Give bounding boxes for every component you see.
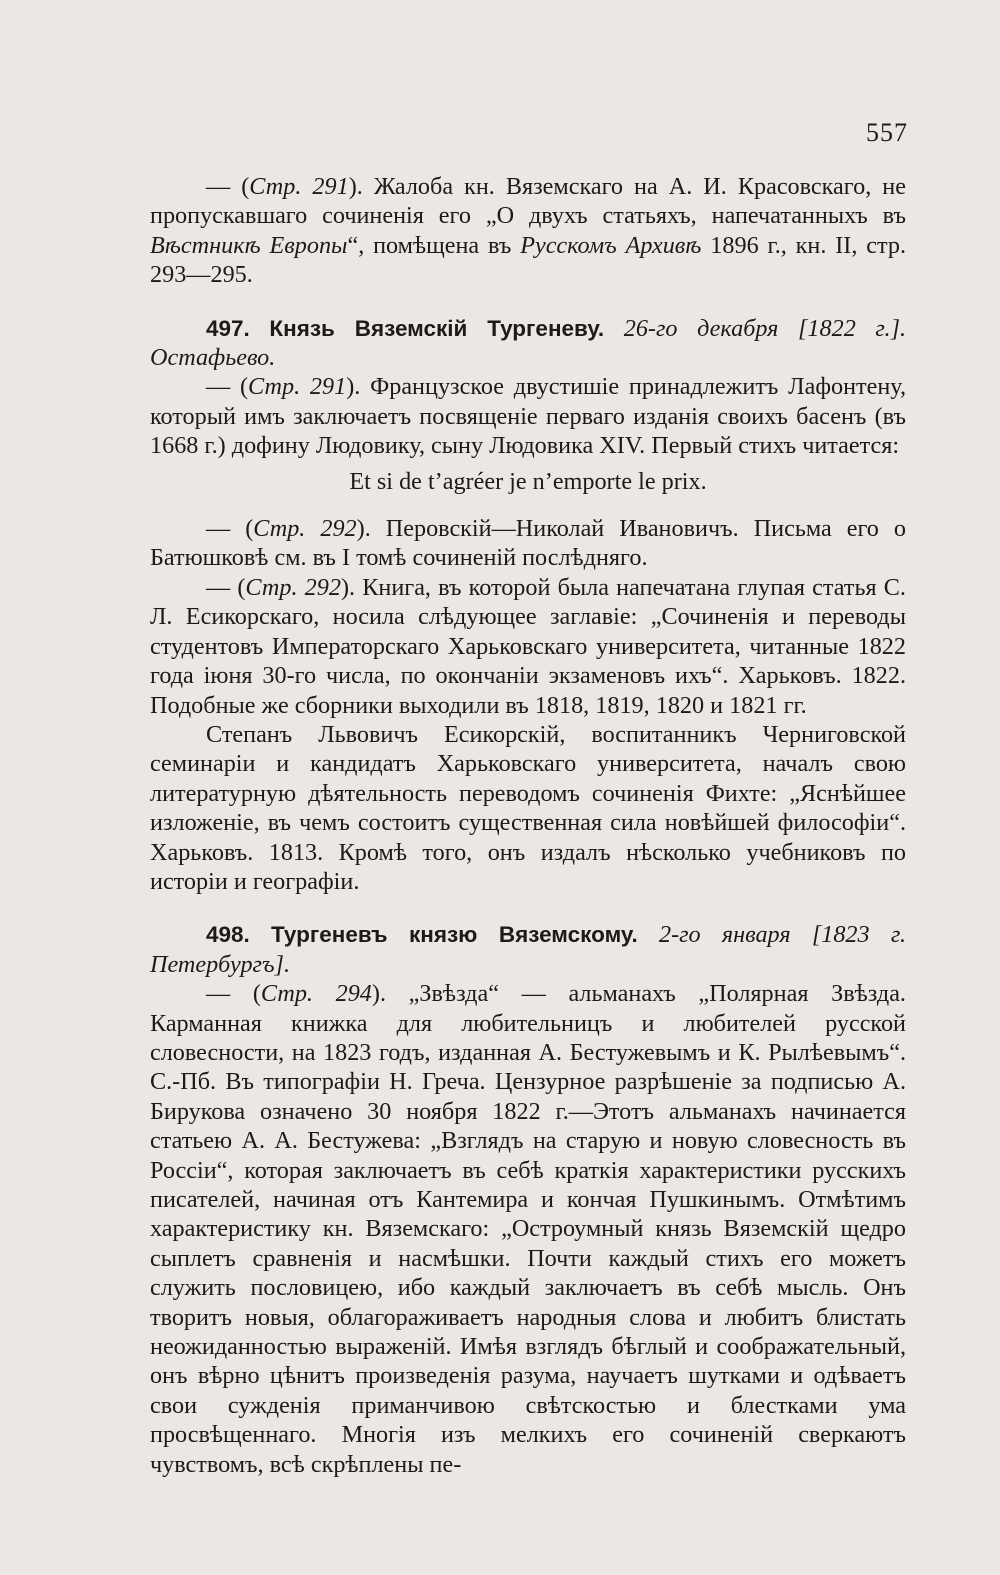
letter-place: [1822 г.]. Остафьево.: [150, 314, 907, 372]
verse-quote: Et si de t’agréer je n’emporte le prix.: [349, 467, 707, 495]
page-ref: Стр. 291: [248, 373, 347, 401]
page-ref: Стр. 292: [245, 573, 341, 601]
paragraph-book: — (Стр. 292). Книга, въ которой была напечатана глупая статья С. Л. Есикорскаго, носила слѣдующее заглавіе: „Сочиненія и переводы студентовъ Императорскаго Харьковскаго университета, читанные 1822 года іюня 30-го числа, по окончаніи экзаменовъ ихъ“. Харьковъ. 1822. Подобные же сборники выходили въ 1818, 1819, 1820 и 1821 гг.: [150, 573, 906, 719]
letter-number: 498.: [206, 922, 250, 948]
letter-number: 497.: [206, 315, 250, 341]
letter-heading-498: [150, 920, 906, 979]
body-text: [150, 172, 906, 1479]
paragraph-complaint: — (Стр. 291). Жалоба кн. Вяземскаго на А. И. Красовскаго, не пропускавшаго сочиненія его „О двухъ статьяхъ, напечатанныхъ въ Вѣстникѣ Европы“, помѣщена въ Русскомъ Архивѣ 1896 г., кн. II, стр. 293—295.: [150, 173, 907, 289]
paragraph-zvezda: — (Стр. 294). „Звѣзда“ — альманахъ „Полярная Звѣзда. Карманная книжка для любительницъ и любителей русской словесности, на 1823 годъ, изданная А. Бестужевымъ и К. Рылѣевымъ“. С.-Пб. Въ типографіи Н. Греча. Цензурное разрѣшеніе за подписью А. Бирукова означено 30 ноября 1822 г.—Этотъ альманахъ начинается статьею А. А. Бестужева: „Взглядъ на старую и новую словесность въ Россіи“, которая заключаетъ въ себѣ краткія характеристики русскихъ писателей, начиная отъ Кантемира и кончая Пушкинымъ. Отмѣтимъ характеристику кн. Вяземскаго: „Остроумный князь Вяземскій щедро сыплетъ сравненія и насмѣшки. Почти каждый стихъ его можетъ служить пословицею, ибо каждый заключаетъ въ себѣ мысль. Онъ творитъ новыя, облагораживаетъ народныя слова и любитъ блистать неожиданностью выраженій. Имѣя взглядъ бѣглый и соображательный, онъ вѣрно цѣнитъ произведенія разума, научаетъ шутками и одѣваетъ свои сужденія приманчивою свѣтскостью и блестками ума просвѣщеннаго. Многія изъ мелкихъ его сочиненій сверкаютъ чувствомъ, всѣ скрѣплены пе-: [150, 980, 906, 1478]
journal-title: Вѣстникѣ Европы: [150, 231, 348, 259]
letter-place: [1823 г. Петербургъ].: [150, 921, 907, 978]
paragraph-esikorsky: Степанъ Львовичъ Есикорскій, воспитанникъ Черниговской семинаріи и кандидатъ Харьковскаго университета, началъ свою литературную дѣятельность переводомъ сочиненія Фихте: „Яснѣйшее изложеніе, въ чемъ состоитъ существенная сила новѣйшей философіи“. Харьковъ. 1813. Кромѣ того, онъ издалъ нѣсколько учебниковъ по исторіи и географіи.: [150, 720, 906, 895]
journal-title: Русскомъ Архивѣ: [520, 231, 702, 259]
letter-heading-497: [150, 314, 906, 373]
paragraph-lafontaine: — (Стр. 291). Французское двустишіе принадлежитъ Лафонтену, который имъ заключаетъ посвященіе перваго изданія своихъ басенъ (въ 1668 г.) дофину Людовику, сыну Людовика XIV. Первый стихъ читается:: [150, 373, 907, 460]
letter-title: Князь Вяземскій Тургеневу.: [269, 315, 605, 341]
page-number: 557: [866, 118, 908, 147]
page-ref: Стр. 292: [253, 515, 357, 543]
letter-date: 26-го декабря: [623, 314, 779, 342]
page-ref: Стр. 291: [249, 173, 349, 200]
paragraph-perovsky: — (Стр. 292). Перовскій—Николай Ивановичъ. Письма его о Батюшковѣ см. въ I томѣ сочиненій послѣдняго.: [150, 515, 907, 572]
letter-title: Тургеневъ князю Вяземскому.: [271, 922, 638, 948]
page-ref: Стр. 294: [260, 980, 372, 1008]
letter-date: 2-го января: [658, 921, 791, 949]
